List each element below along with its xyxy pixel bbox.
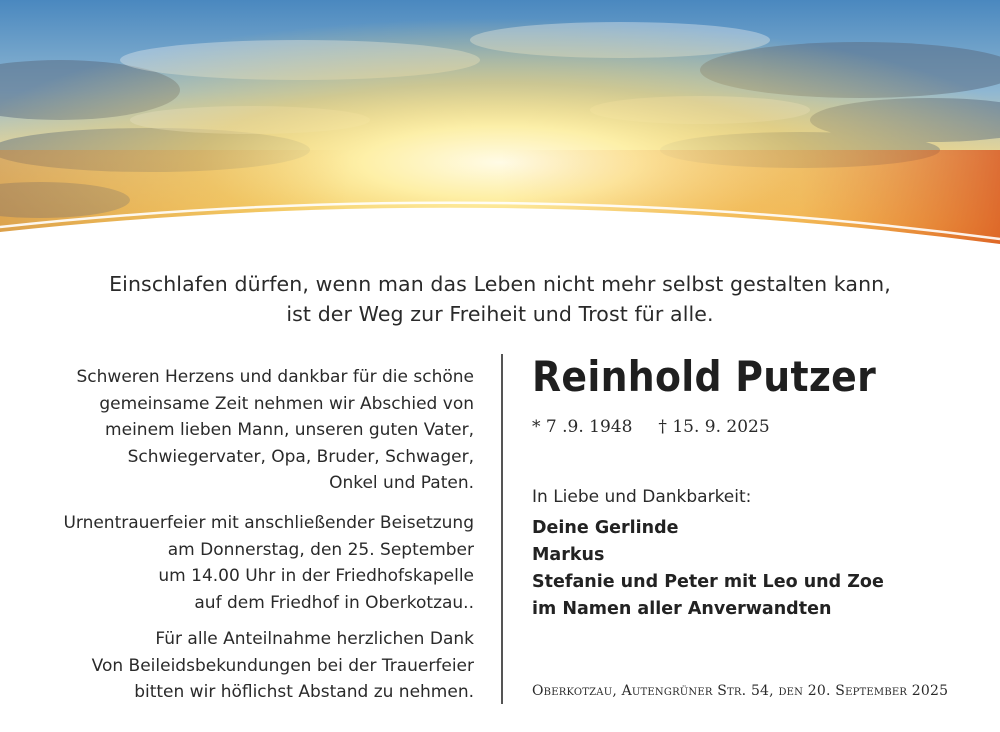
text-line: meinem lieben Mann, unseren guten Vater, <box>105 420 474 440</box>
text-line: Schweren Herzens und dankbar für die schöne <box>76 367 474 387</box>
column-divider <box>501 354 503 704</box>
text-line: Für alle Anteilnahme herzlichen Dank <box>155 629 474 649</box>
text-line: am Donnerstag, den 25. September <box>167 539 474 560</box>
text-line: gemeinsame Zeit nehmen wir Abschied von <box>99 393 474 414</box>
farewell-paragraph <box>77 364 475 497</box>
address-line: Oberkotzau, Autengrüner Str. 54, den 20. September 2025 <box>532 683 949 699</box>
birth-date: * 7 .9. 1948 <box>532 417 633 437</box>
deceased-name: Reinhold Putzer <box>532 352 877 401</box>
text-line: bitten wir höflichst Abstand zu nehmen. <box>134 682 474 702</box>
death-date: † 15. 9. 2025 <box>658 417 770 437</box>
funeral-details-paragraph <box>63 510 474 616</box>
text-line: Urnentrauerfeier mit anschließender Beisetzung <box>63 513 474 533</box>
text-line: um 14.00 Uhr in der Friedhofskapelle <box>158 566 474 586</box>
text-line: Onkel und Paten. <box>329 473 474 493</box>
mourner-name: Deine Gerlinde <box>532 518 679 538</box>
text-line: Schwiegervater, Opa, Bruder, Schwager, <box>127 446 474 467</box>
text-line: auf dem Friedhof in Oberkotzau.. <box>194 592 474 613</box>
life-dates <box>532 417 770 437</box>
mourner-name: Markus <box>532 545 605 565</box>
text-line: Von Beileidsbekundungen bei der Trauerfeier <box>91 655 474 676</box>
verse-line-2: ist der Weg zur Freiheit und Trost für alle. <box>286 302 714 326</box>
sunset-sky-image <box>0 0 1000 262</box>
mourners-list <box>532 515 884 623</box>
mourner-name: im Namen aller Anverwandten <box>532 599 832 619</box>
mourner-name: Stefanie und Peter mit Leo und Zoe <box>532 572 884 592</box>
thanks-paragraph <box>92 626 474 706</box>
verse-line-1: Einschlafen dürfen, wenn man das Leben nicht mehr selbst gestalten kann, <box>109 272 891 296</box>
mourners-intro: In Liebe und Dankbarkeit: <box>532 487 752 507</box>
